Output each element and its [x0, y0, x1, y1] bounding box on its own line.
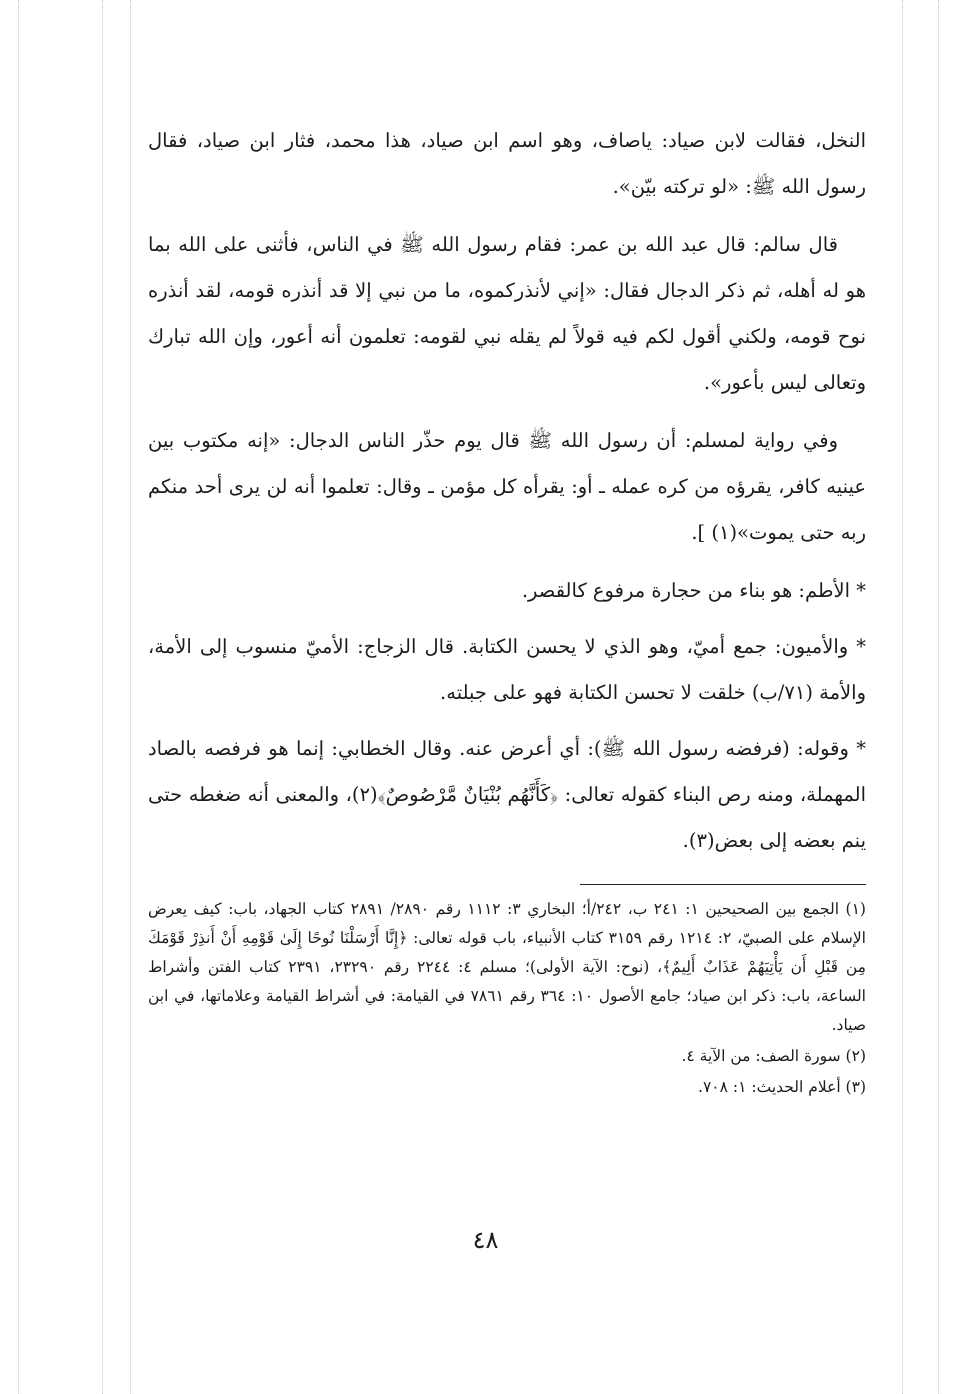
footnote-divider	[580, 884, 866, 885]
paragraph-text: النخل، فقالت لابن صياد: ياصاف، وهو اسم ابن صياد، هذا محمد، فثار ابن صياد، فقال رسول الله ﷺ: «لو تركته بيّن».	[148, 129, 866, 198]
footnote-1: (١) الجمع بين الصحيحين ١: ٢٤١ ب، ٢٤٢/أ؛ البخاري ٣: ١١١٢ رقم ٢٨٩٠/ ٢٨٩١ كتاب الجهاد، باب: كيف يعرض الإسلام على الصبيّ، ٢: ١٢١٤ رقم ٣١٥٩ كتاب الأنبياء، باب قوله تعالى: ﴿إِنَّا أَرْسَلْنَا نُوحًا إِلَىٰ قَوْمِهِ أَنْ أَنذِرْ قَوْمَكَ مِن قَبْلِ أَن يَأْتِيَهُمْ عَذَابٌ أَلِيمٌ﴾، (نوح: الآية الأولى)؛ مسلم ٤: ٢٢٤٤ رقم ٢٣٢٩٠، ٢٣٩١ كتاب الفتن وأشراط الساعة، باب: ذكر ابن صياد؛ جامع الأصول ١٠: ٣٦٤ رقم ٧٨٦١ في القيامة: في أشراط القيامة وعلاماتها، في ابن صياد.	[148, 900, 866, 1034]
paragraph-ibn-sayyad	[148, 118, 866, 210]
page-number: ٤٨	[472, 1226, 499, 1254]
paragraph-salim	[148, 222, 866, 406]
gloss-al-ummiyyun	[148, 624, 866, 716]
footnote-2: (٢) سورة الصف: من الآية ٤.	[681, 1047, 866, 1065]
book-page	[148, 118, 866, 1102]
paragraph-muslim-narration	[148, 418, 866, 556]
paragraph-text: وفي رواية لمسلم: أن رسول الله ﷺ قال يوم حذّر الناس الدجال: «إنه مكتوب بين عينيه كافر، يقرؤه من كره عمله ـ أو: يقرأه كل مؤمن ـ وقال: تعلموا أنه لن يرى أحد منكم ربه حتى يموت»(١) ].	[148, 429, 866, 544]
gloss-rafadahu	[148, 726, 866, 864]
gloss-text: * الأطم: هو بناء من حجارة مرفوع كالقصر.	[521, 579, 866, 602]
gloss-al-atam	[148, 568, 866, 614]
gloss-text: * والأميون: جمع أميّ، وهو الذي لا يحسن الكتابة. قال الزجاج: الأميّ منسوب إلى الأمة، والأمة (٧١/ب) خلقت لا تحسن الكتابة فهو على جبلته.	[148, 635, 866, 704]
gloss-text: * وقوله: (فرفضه رسول الله ﷺ): أي أعرض عنه. وقال الخطابي: إنما هو فرفصه بالصاد المهملة، ومنه رص البناء كقوله تعالى: ﴿كَأَنَّهُم بُنْيَانٌ مَّرْصُوصٌ﴾(٢)، والمعنى أنه ضغطه حتى ينم بعضه إلى بعض(٣).	[148, 737, 866, 852]
footnote-3: (٣) أعلام الحديث: ١: ٧٠٨.	[698, 1078, 866, 1096]
paragraph-text: قال سالم: قال عبد الله بن عمر: فقام رسول الله ﷺ في الناس، فأثنى على الله بما هو له أهله، ثم ذكر الدجال فقال: «إني لأنذركموه، ما من نبي إلا قد أنذره قومه، لقد أنذره نوح قومه، ولكني أقول لكم فيه قولاً لم يقله نبي لقومه: تعلمون أنه أعور، وإن الله تبارك وتعالى ليس بأعور».	[148, 233, 866, 394]
